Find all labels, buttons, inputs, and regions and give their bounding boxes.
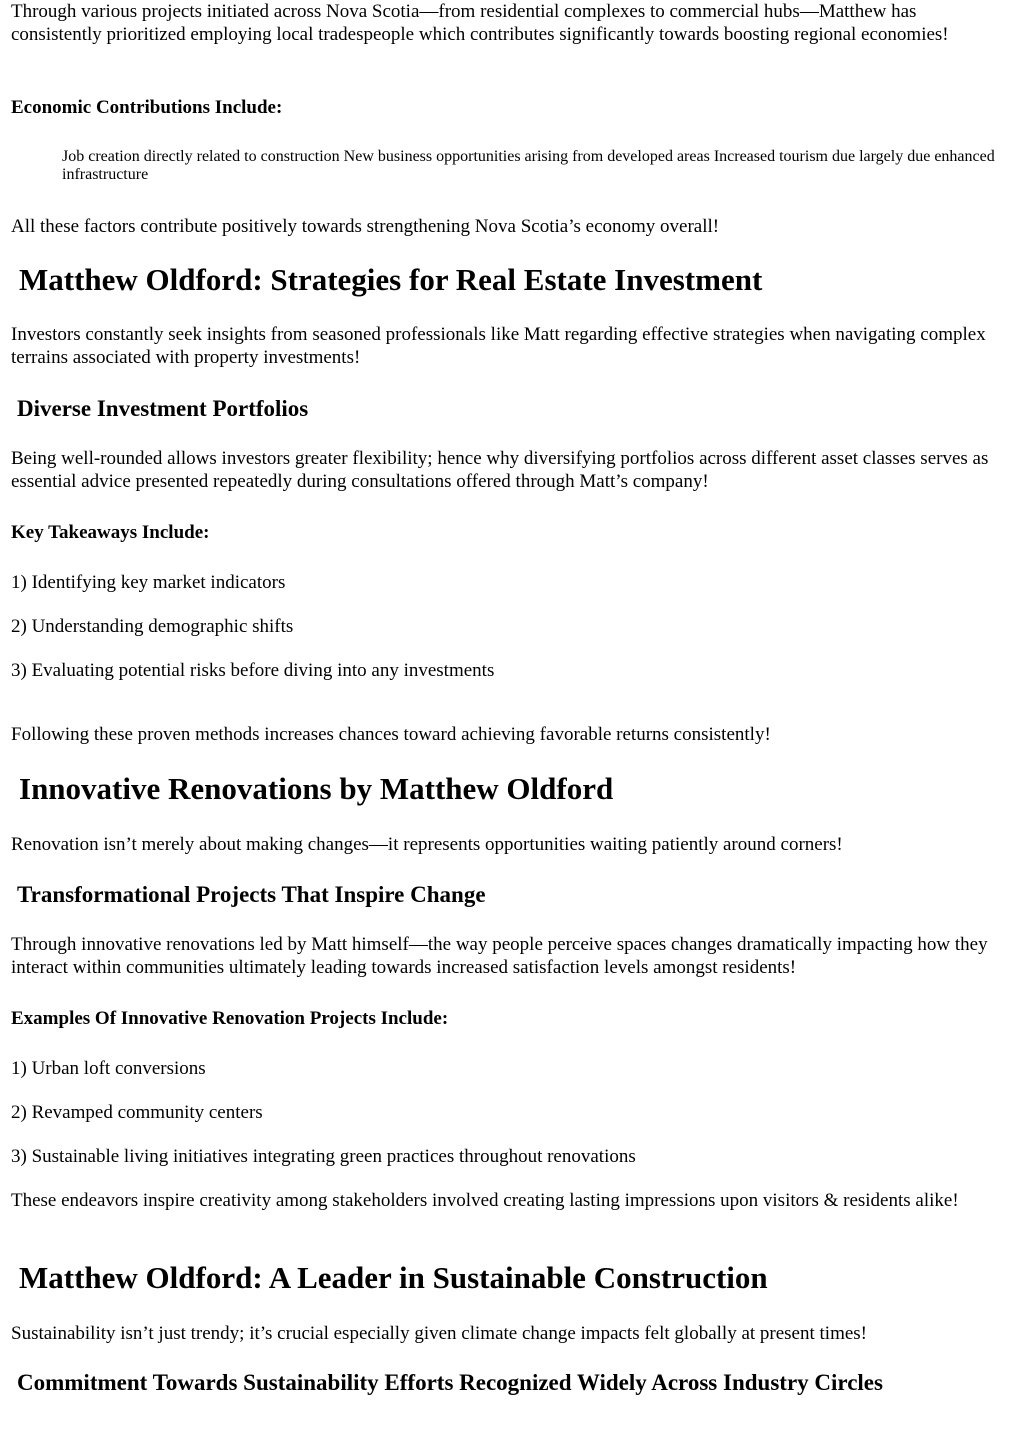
heading-transformational-projects: Transformational Projects That Inspire Change [17, 882, 486, 907]
list-item-example-2: 2) Revamped community centers [11, 1102, 263, 1123]
list-item-takeaway-3: 3) Evaluating potential risks before diving into any investments [11, 660, 495, 681]
paragraph-economy-overall: All these factors contribute positively towards strengthening Nova Scotia’s economy overall! [11, 216, 720, 237]
paragraph-proven-methods: Following these proven methods increases chances toward achieving favorable returns consistently! [11, 724, 771, 745]
paragraph-sustainability: Sustainability isn’t just trendy; it’s crucial especially given climate change impacts felt globally at present times! [11, 1323, 868, 1344]
blockquote-economic-list: Job creation directly related to construction New business opportunities arising from developed areas Increased tourism due largely due enhanced infrastructure [62, 148, 995, 183]
paragraph-renovation-intro: Renovation isn’t merely about making changes—it represents opportunities waiting patiently around corners! [11, 834, 843, 855]
paragraph-local-tradespeople: Through various projects initiated across Nova Scotia—from residential complexes to commercial hubs—Matthew has consistently prioritized employing local tradespeople which contributes significantly towards boosting regional economies! [11, 1, 949, 45]
heading-diverse-portfolios: Diverse Investment Portfolios [17, 396, 309, 421]
heading-sustainable-construction: Matthew Oldford: A Leader in Sustainable Construction [19, 1260, 768, 1295]
list-item-takeaway-1: 1) Identifying key market indicators [11, 572, 286, 593]
paragraph-innovative-renovations: Through innovative renovations led by Matt himself—the way people perceive spaces changes dramatically impacting how they interact within communities ultimately leading towards increased satisfaction levels amongst residents! [11, 934, 988, 978]
list-item-example-1: 1) Urban loft conversions [11, 1058, 206, 1079]
heading-renovation-examples: Examples Of Innovative Renovation Projects Include: [11, 1008, 449, 1029]
heading-key-takeaways: Key Takeaways Include: [11, 522, 210, 543]
list-item-example-3: 3) Sustainable living initiatives integrating green practices throughout renovations [11, 1146, 636, 1167]
paragraph-endeavors: These endeavors inspire creativity among stakeholders involved creating lasting impressions upon visitors & residents alike! [11, 1190, 959, 1211]
heading-real-estate-strategies: Matthew Oldford: Strategies for Real Estate Investment [19, 262, 763, 297]
paragraph-investor-insights: Investors constantly seek insights from seasoned professionals like Matt regarding effective strategies when navigating complex terrains associated with property investments! [11, 324, 986, 368]
list-item-takeaway-2: 2) Understanding demographic shifts [11, 616, 294, 637]
heading-innovative-renovations: Innovative Renovations by Matthew Oldford [19, 771, 614, 806]
heading-economic-contributions: Economic Contributions Include: [11, 97, 283, 118]
paragraph-diversifying: Being well-rounded allows investors greater flexibility; hence why diversifying portfolios across different asset classes serves as essential advice presented repeatedly during consultations offered through Matt’s company! [11, 448, 989, 492]
heading-sustainability-commitment: Commitment Towards Sustainability Efforts Recognized Widely Across Industry Circles [17, 1370, 883, 1395]
